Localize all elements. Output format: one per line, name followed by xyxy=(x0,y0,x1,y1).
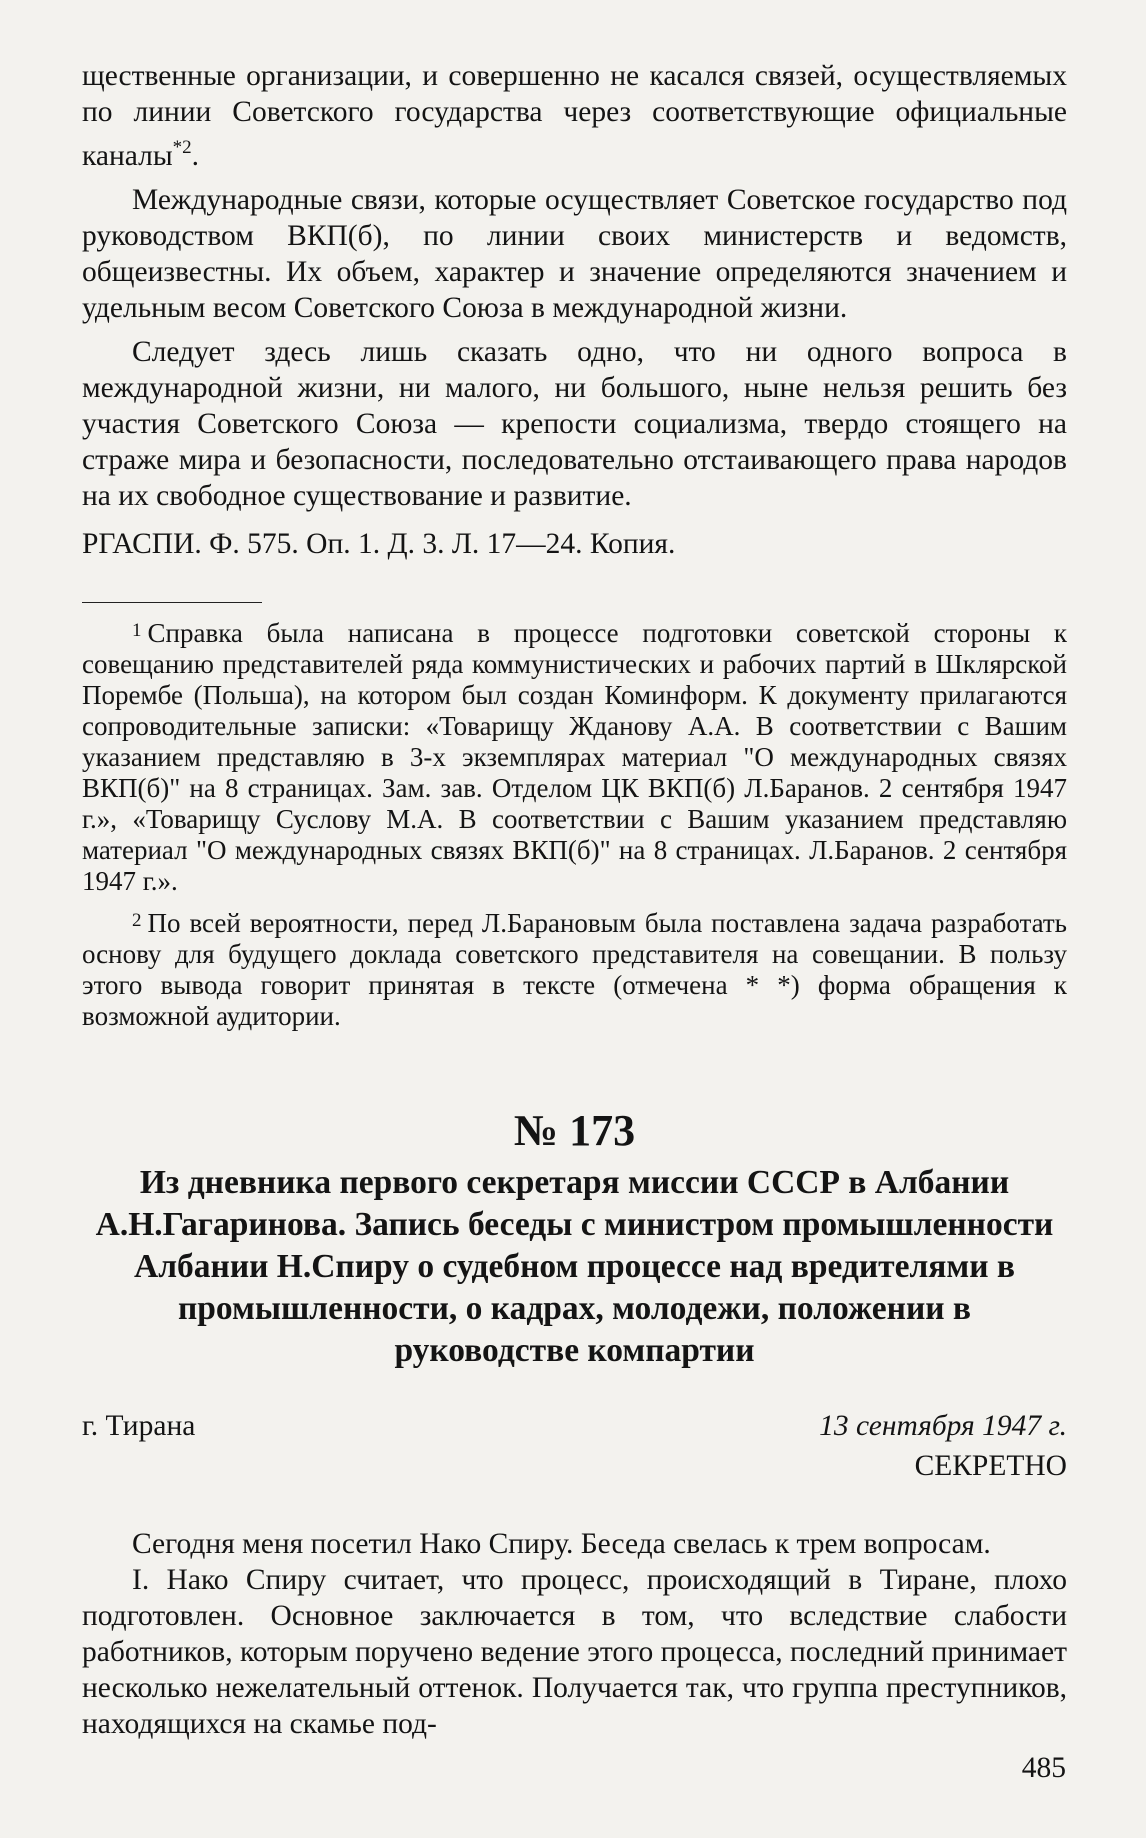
classification-label: СЕКРЕТНО xyxy=(914,1450,1067,1482)
paragraph-soviet-role: Следует здесь лишь сказать одно, что ни одного вопроса в международной жизни, ни малого, ни большого, ныне нельзя решить без участия Советского Союза — крепости социализма, твердо стоящего на страже мира и безопасности, последовательно отстаивающего права народов на их свободное существование и развитие. xyxy=(82,336,1067,512)
footnote-2: $^2$ По всей вероятности, перед Л.Барановым была поставлена задача разработать основу для будущего доклада советского представителя на совещании. В пользу этого вывода говорит принятая в тексте (отмечена * *) форма обращения к возможной аудитории. xyxy=(82,908,1067,1031)
footnote-ref: *2 xyxy=(172,137,192,158)
paragraph-international-ties: Международные связи, которые осуществляет Советское государство под руководством ВКП(б), по линии своих министерств и ведомств, общеизвестны. Их объем, характер и значение определяются значением и удельным весом Советского Союза в международной жизни. xyxy=(82,184,1067,324)
document-number: № 173 xyxy=(513,1106,636,1155)
document-title: Из дневника первого секретаря миссии СССР в Албании А.Н.Гагаринова. Запись беседы с министром промышленности Албании Н.Спиру о судебном процессе над вредителями в промышленности, о кадрах, молодежи, положении в руководстве компартии xyxy=(95,1164,1054,1369)
page-content xyxy=(82,58,1067,1742)
page-number: 485 xyxy=(1021,1752,1066,1784)
paragraph-process: I. Нако Спиру считает, что процесс, происходящий в Тиране, плохо подготовлен. Основное заключается в том, что вследствие слабости работников, которым поручено ведение этого процесса, последний принимает несколько нежелательный оттенок. Получается так, что группа преступников, находящихся на скамье под- xyxy=(82,1564,1067,1740)
document-meta xyxy=(82,1408,1067,1444)
document-date: 13 сентября 1947 г. xyxy=(819,1410,1067,1442)
paragraph-visit: Сегодня меня посетил Нако Спиру. Беседа свелась к трем вопросам. xyxy=(132,1528,991,1560)
archive-source: РГАСПИ. Ф. 575. Оп. 1. Д. 3. Л. 17—24. Копия. xyxy=(82,528,676,560)
footnote-divider xyxy=(82,602,262,603)
footnote-1: $^1$ Справка была написана в процессе подготовки советской стороны к совещанию представителей ряда коммунистических и рабочих партий в Шклярской Порембе (Польша), на котором был создан Коминформ. К документу прилагаются сопроводительные записки: «Товарищу Жданову А.А. В соответствии с Вашим указанием представляю в 3-х экземплярах материал "О международных связях ВКП(б)" на 8 страницах. Зам. зав. Отделом ЦК ВКП(б) Л.Баранов. 2 сентября 1947 г.», «Товарищу Суслову М.А. В соответствии с Вашим указанием представляю материал "О международных связях ВКП(б)" на 8 страницах. Л.Баранов. 2 сентября 1947 г.». xyxy=(82,618,1067,896)
document-place: г. Тирана xyxy=(82,1410,196,1442)
paragraph-continuation: щественные организации, и совершенно не касался связей, осуществляемых по линии Советского государства через соответствующие официальные каналы$^{*2}$. xyxy=(82,60,1067,172)
